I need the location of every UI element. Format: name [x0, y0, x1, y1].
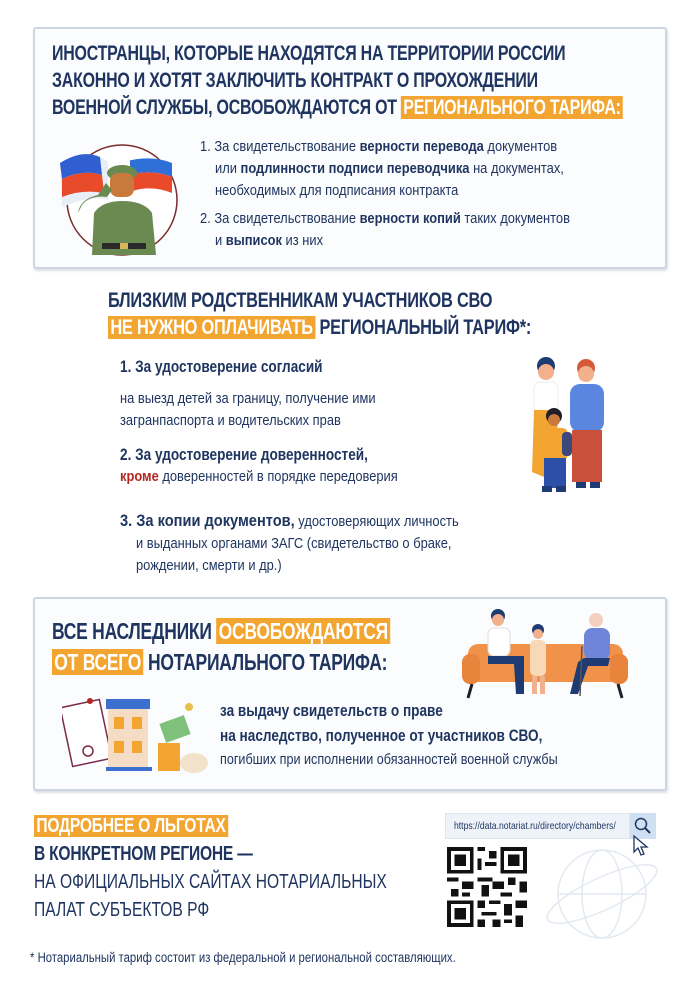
section2-title-line1: БЛИЗКИМ РОДСТВЕННИКАМ УЧАСТНИКОВ СВО: [108, 289, 493, 312]
highlight-exempt: ОСВОБОЖДАЮТСЯ: [216, 618, 390, 644]
section2-title-line2: НЕ НУЖНО ОПЛАЧИВАТЬ РЕГИОНАЛЬНЫЙ ТАРИФ*:: [108, 314, 650, 341]
highlight-no-need-to-pay: НЕ НУЖНО ОПЛАЧИВАТЬ: [108, 316, 315, 339]
section2-item-3: 3. За копии документов, удостоверяющих личность и выданных органами ЗАГС (свидетельство о браке, рождении, смерти и др.): [120, 511, 459, 574]
section3-title-line1: ВСЕ НАСЛЕДНИКИ ОСВОБОЖДАЮТСЯ: [52, 616, 497, 647]
section2-title: [108, 287, 650, 341]
qr-code[interactable]: [446, 847, 528, 927]
highlight-all: ОТ ВСЕГО: [52, 649, 143, 675]
section2-item-2: 2. За удостоверение доверенностей, кроме доверенностей в порядке передоверия: [120, 445, 398, 485]
section3-title: [52, 616, 497, 678]
family-sofa-illustration: [458, 606, 633, 701]
family-icon: [518, 352, 618, 502]
section1-item-1: 1. За свидетельствование верности перевода документов или подлинности подписи переводчика на документах, необходимых для подписания контракта: [200, 138, 564, 199]
footnote: * Нотариальный тариф состоит из федеральной и региональной составляющих.: [30, 950, 456, 965]
section1-title-line3: ВОЕННОЙ СЛУЖБЫ, ОСВОБОЖДАЮТСЯ ОТ РЕГИОНАЛЬНОГО ТАРИФА:: [52, 94, 700, 121]
section1-title: [52, 40, 700, 121]
soldier-flag-illustration: [52, 135, 182, 260]
except-word: кроме: [120, 468, 159, 485]
property-documents-illustration: [62, 693, 212, 775]
house-document-money-icon: [62, 693, 212, 775]
section4-text: ПОДРОБНЕЕ О ЛЬГОТАХ В КОНКРЕТНОМ РЕГИОНЕ — НА ОФИЦИАЛЬНЫХ САЙТАХ НОТАРИАЛЬНЫХ ПАЛАТ СУБЪЕКТОВ РФ: [34, 815, 387, 921]
qr-code-icon: [446, 847, 528, 927]
section1-title-line1: ИНОСТРАНЦЫ, КОТОРЫЕ НАХОДЯТСЯ НА ТЕРРИТОРИИ РОССИИ: [52, 42, 566, 65]
url-field[interactable]: https://data.notariat.ru/directory/chambers/: [445, 813, 630, 839]
section3-text: за выдачу свидетельств о праве на наследство, полученное от участников СВО, погибших при исполнении обязанностей военной службы: [220, 701, 558, 768]
highlight-regional-tariff: РЕГИОНАЛЬНОГО ТАРИФА:: [401, 96, 623, 119]
section3-title-line2: ОТ ВСЕГО НОТАРИАЛЬНОГО ТАРИФА:: [52, 647, 497, 678]
soldier-icon: [52, 135, 182, 260]
section2-item-1: 1. За удостоверение согласий на выезд детей за границу, получение ими загранпаспорта и водительских прав: [120, 357, 376, 429]
section1-title-line2: ЗАКОННО И ХОТЯТ ЗАКЛЮЧИТЬ КОНТРАКТ О ПРОХОЖДЕНИИ: [52, 69, 538, 92]
section1-item-2: 2. За свидетельствование верности копий таких документов и выписок из них: [200, 210, 570, 249]
sofa-family-icon: [458, 606, 633, 701]
section1-list: [200, 136, 630, 252]
mouse-cursor-icon: [632, 834, 650, 863]
family-illustration: [518, 352, 618, 502]
highlight-more-info: ПОДРОБНЕЕ О ЛЬГОТАХ: [34, 815, 228, 837]
